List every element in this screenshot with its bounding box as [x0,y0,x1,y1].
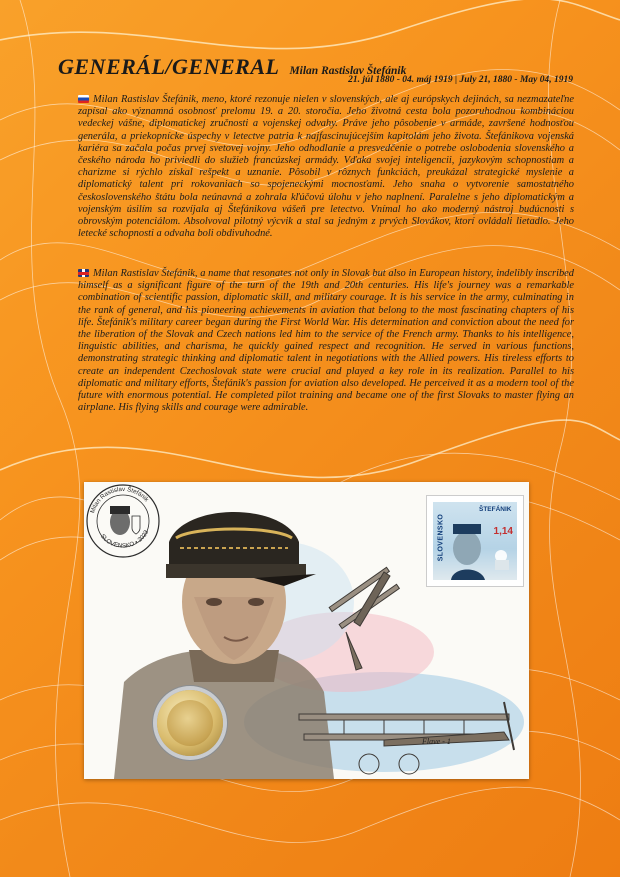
stamp-value: 1,14 [493,526,513,537]
paragraph-slovak-text: Milan Rastislav Štefánik, meno, ktoré rezonuje nielen v slovenských, ale aj európskych dejinách, sa nezmazateľne zapísal ako významná osobnosť prelomu 19. a 20. storočia. Jeho životná cesta bola pozoruhodnou kombináciou vedeckej vášne, diplomatickej zručnosti a vojenskej odvahy. Práve jeho pôsobenie v armáde, završené hodnosťou generála, a priekopnícke úspechy v letectve patria k najfascinujúcejším kapitolám jeho života. Štefánikova vojenská kariéra sa začala počas prvej svetovej vojny. Jeho odhodlanie a presvedčenie o potrebe oslobodenia slovenského a českého národa ho priviedli do služieb francúzskej armády. Vďaka svojej inteligencii, jazykovým schopnostiam a charizme si rýchlo získal rešpekt a uznanie. Pôsobil v rôznych funkciách, preukázal strategické myslenie a diplomatický talent pri rokovaniach so spojeneckými mocnosťami. Jeho snaha o vytvorenie samostatného československého štátu bola neúnavná a zohrala kľúčovú úlohu v jeho naplnení. Paralelne s jeho diplomatickým a vojenským úsilím sa rozvíjala aj Štefánikova vášeň pre letectvo. Vnímal ho ako moderný nástroj budúcnosti s obrovským potenciálom. Absolvoval pilotný výcvik a stal sa jedným z prvých Slovákov, ktorí ovládali lietadlo. Jeho letecké schopnosti a odvaha boli obdivuhodné. [78,94,574,240]
plane-label: Flave - 1 [422,737,451,746]
stamp-name: ŠTEFÁNIK [479,506,512,513]
postmark-bottom-text: SLOVENSKO • 2023 [98,529,151,550]
postage-stamp [427,496,523,586]
header [58,54,573,85]
life-dates: 21. júl 1880 - 04. máj 1919 | July 21, 1880 - May 04, 1919 [348,75,573,85]
slovak-flag-icon [78,95,89,103]
commemorative-card [84,482,529,779]
commemorative-coin [157,690,223,756]
paragraph-english [78,268,574,414]
subject-name: Milan Rastislav Štefánik [289,65,407,77]
postmark-cancellation [84,482,162,560]
page-title: GENERÁL/GENERAL [58,54,280,79]
paragraph-english-text: Milan Rastislav Štefánik, a name that resonates not only in Slovak but also in European history, indelibly inscribed himself as a significant figure of the turn of the 19th and 20th centuries. His life's journey was a remarkable combination of scientific passion, diplomatic skill, and military courage. It is his service in the army, culminating in the rank of general, and his pioneering achievements in aviation that belong to the most fascinating chapters of his life. Štefánik's military career began during the First World War. His determination and conviction about the need for the liberation of the Slovak and Czech nations led him to the service of the French army. Thanks to his intelligence, linguistic abilities, and charisma, he quickly gained respect and recognition. He served in various functions, demonstrating strategic thinking and diplomatic talent in negotiations with the Allied powers. His tireless efforts to create an independent Czechoslovak state were crucial and played a key role in its realization. Parallel to his diplomatic and military efforts, Štefánik's passion for aviation also developed. He perceived it as a modern tool of the future with enormous potential. He completed pilot training and became one of the first Slovaks to master flying an airplane. His flying skills and courage were admirable. [78,268,574,414]
stamp-country: SLOVENSKO [437,513,445,562]
stamp-portrait-icon [433,502,517,580]
uk-flag-icon [78,269,89,277]
postmark-top-text: Milan Rastislav Štefánik [89,485,150,515]
paragraph-slovak [78,94,574,240]
